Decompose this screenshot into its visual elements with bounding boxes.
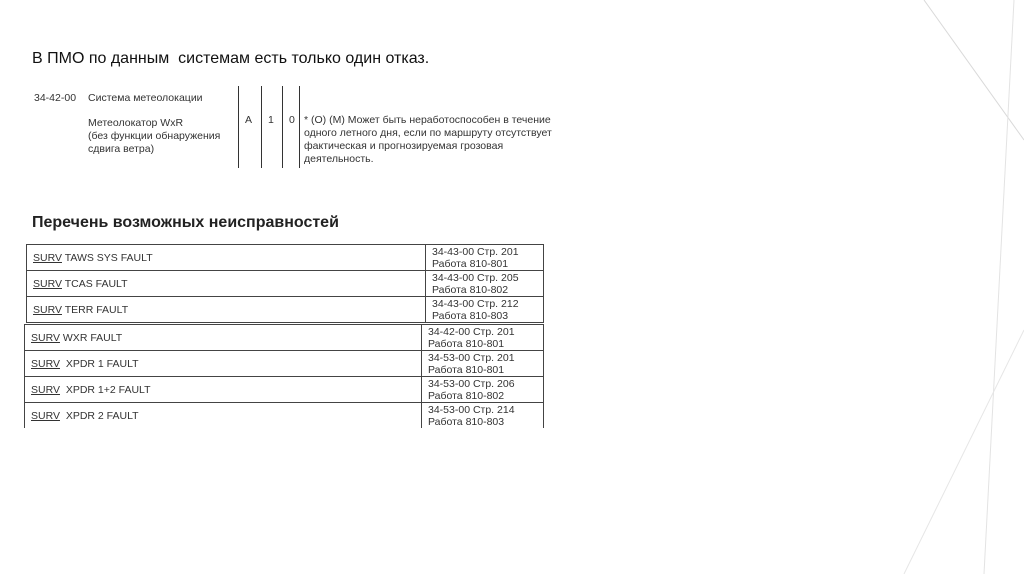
fault-ref-cell	[422, 377, 544, 403]
slide-heading: В ПМО по данным системам есть только один отказ.	[32, 50, 430, 67]
fault-ref-task: Работа 810-803	[428, 416, 505, 428]
fault-ref-task: Работа 810-802	[432, 284, 509, 296]
table-row	[27, 245, 544, 271]
fault-name: XPDR 1+2 FAULT	[59, 383, 151, 396]
mmel-remarks	[304, 114, 552, 166]
mmel-divider	[261, 86, 262, 168]
table-row	[27, 297, 544, 323]
fault-name: WXR FAULT	[59, 331, 123, 344]
surv-link[interactable]: SURV	[33, 303, 62, 316]
mmel-divider	[299, 86, 300, 168]
faults-table-2	[24, 324, 544, 428]
mmel-item	[88, 117, 220, 156]
fault-ref-page: 34-43-00 Стр. 212	[432, 298, 519, 310]
fault-ref-page: 34-53-00 Стр. 214	[428, 404, 515, 416]
table-row	[25, 325, 544, 351]
mmel-item-line: (без функции обнаружения	[88, 130, 221, 142]
fault-ref-task: Работа 810-801	[432, 258, 509, 270]
surv-link[interactable]: SURV	[31, 383, 60, 396]
fault-ref-task: Работа 810-803	[432, 310, 509, 322]
fault-ref-page: 34-53-00 Стр. 206	[428, 378, 515, 390]
fault-ref-cell	[426, 297, 544, 323]
fault-name-cell	[25, 403, 422, 429]
fault-ref-task: Работа 810-802	[428, 390, 505, 402]
mmel-code: 34-42-00	[34, 92, 77, 104]
surv-link[interactable]: SURV	[31, 331, 60, 344]
fault-name-cell	[25, 351, 422, 377]
faults-table-1	[26, 244, 544, 323]
mmel-divider	[238, 86, 239, 168]
surv-link[interactable]: SURV	[31, 409, 60, 422]
mmel-divider	[282, 86, 283, 168]
mmel-remarks-line: * (O) (M) Может быть неработоспособен в течение	[304, 114, 551, 126]
mmel-remarks-line: фактическая и прогнозируемая грозовая	[304, 140, 504, 152]
fault-ref-task: Работа 810-801	[428, 364, 505, 376]
fault-ref-task: Работа 810-801	[428, 338, 505, 350]
fault-ref-page: 34-42-00 Стр. 201	[428, 326, 515, 338]
fault-name: TERR FAULT	[61, 303, 129, 316]
fault-name-cell	[27, 245, 426, 271]
fault-ref-cell	[426, 271, 544, 297]
table-row	[25, 351, 544, 377]
table-row	[25, 403, 544, 429]
fault-name-cell	[25, 325, 422, 351]
fault-name: TCAS FAULT	[61, 277, 128, 290]
fault-ref-page: 34-53-00 Стр. 201	[428, 352, 515, 364]
mmel-installed: 1	[268, 114, 274, 126]
fault-ref-page: 34-43-00 Стр. 201	[432, 246, 519, 258]
faults-title: Перечень возможных неисправностей	[32, 214, 339, 231]
surv-link[interactable]: SURV	[31, 357, 60, 370]
mmel-item-line: сдвига ветра)	[88, 143, 155, 155]
fault-name: TAWS SYS FAULT	[61, 251, 153, 264]
corner-decoration	[864, 0, 1024, 574]
fault-name: XPDR 2 FAULT	[59, 409, 139, 422]
mmel-remarks-line: деятельность.	[304, 153, 374, 165]
mmel-system: Система метеолокации	[88, 92, 203, 104]
table-row	[25, 377, 544, 403]
mmel-item-line: Метеолокатор WxR	[88, 117, 184, 129]
mmel-category: A	[245, 114, 253, 126]
fault-name-cell	[27, 297, 426, 323]
fault-name-cell	[25, 377, 422, 403]
fault-ref-cell	[422, 403, 544, 429]
surv-link[interactable]: SURV	[33, 251, 62, 264]
table-row	[27, 271, 544, 297]
surv-link[interactable]: SURV	[33, 277, 62, 290]
mmel-remarks-line: одного летного дня, если по маршруту отсутствует	[304, 127, 552, 139]
fault-ref-cell	[422, 351, 544, 377]
fault-name-cell	[27, 271, 426, 297]
mmel-excerpt	[32, 86, 592, 168]
fault-ref-cell	[422, 325, 544, 351]
fault-ref-cell	[426, 245, 544, 271]
fault-name: XPDR 1 FAULT	[59, 357, 139, 370]
fault-ref-page: 34-43-00 Стр. 205	[432, 272, 519, 284]
mmel-required: 0	[289, 114, 295, 126]
